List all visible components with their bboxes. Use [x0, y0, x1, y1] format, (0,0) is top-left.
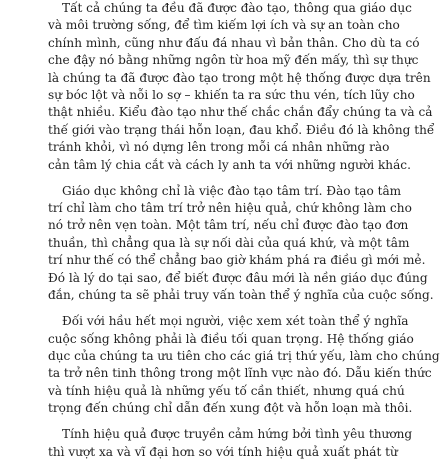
text-line: là chúng ta đã được đào tạo trong một hệ thống được dựa trên: [48, 70, 431, 85]
paragraph: [48, 0, 435, 174]
text-line: thì vượt xa và vĩ đại hơn so với tính hiệu quả xuất phát từ: [48, 444, 398, 459]
text-line: Đối với hầu hết mọi người, việc xem xét toàn thể ý nghĩa: [62, 314, 409, 329]
text-line: trí như thế có thể chẳng bao giờ khám phá ra điều gì mới mẻ.: [48, 253, 426, 268]
body-text: [48, 0, 440, 461]
text-line: che đậy nó bằng những ngôn từ hoa mỹ đến mấy, thì sự thực: [48, 53, 419, 68]
text-line: thế giới vào trạng thái hỗn loạn, đau khổ. Điều đó là không thể: [48, 122, 435, 137]
paragraph: [48, 313, 440, 417]
text-line: thuần, thì chẳng qua là sự nối dài của quá khứ, và một tâm: [48, 235, 410, 250]
text-line: chính mình, cũng như đấu đá nhau vì bản thân. Cho dù ta có: [48, 35, 420, 50]
text-line: trọng đến chúng chỉ dẫn đến xung đột và hỗn loạn mà thôi.: [48, 401, 413, 416]
text-line: trí chỉ làm cho tâm trí trở nên hiệu quả, chứ không làm cho: [48, 201, 412, 216]
paragraph: [48, 183, 434, 305]
text-line: nó trở nên vẹn toàn. Một tâm trí, nếu chỉ được đào tạo đơn: [48, 218, 409, 233]
text-line: Đó là lý do tại sao, để biết được đâu mới là nền giáo dục đúng: [48, 270, 428, 285]
text-line: tránh khỏi, vì nó dựng lên trong mỗi cá nhân những rào: [48, 140, 390, 155]
text-line: và môi trường sống, để tìm kiếm lợi ích và sự an toàn cho: [48, 18, 400, 33]
text-line: sự bóc lột và nỗi lo sợ – khiến ta ra sức thu vén, tích lũy cho: [48, 87, 415, 102]
text-line: thật nhiều. Kiểu đào tạo như thế chắc chắn đẩy chúng ta và cả: [48, 105, 433, 120]
text-line: và tính hiệu quả là những yếu tố cần thiết, nhưng quá chú: [48, 383, 405, 398]
text-line: Giáo dục không chỉ là việc đào tạo tâm trí. Đào tạo tâm: [62, 183, 402, 198]
text-line: đắn, chúng ta sẽ phải truy vấn toàn thể ý nghĩa của cuộc sống.: [48, 288, 434, 303]
text-line: cuộc sống không phải là điều tối quan trọng. Hệ thống giáo: [48, 331, 414, 346]
text-line: ta trở nên tinh thông trong một lĩnh vực nào đó. Dẫu kiến thức: [48, 366, 432, 381]
text-line: dục của chúng ta ưu tiên cho các giá trị thứ yếu, làm cho chúng: [48, 349, 440, 364]
text-line: Tính hiệu quả được truyền cảm hứng bởi tình yêu thương: [62, 427, 413, 442]
text-line: Tất cả chúng ta đều đã được đào tạo, thông qua giáo dục: [62, 1, 412, 15]
paragraph: [48, 426, 413, 461]
text-line: cản tâm lý chia cắt và cách ly anh ta với những người khác.: [48, 157, 411, 172]
